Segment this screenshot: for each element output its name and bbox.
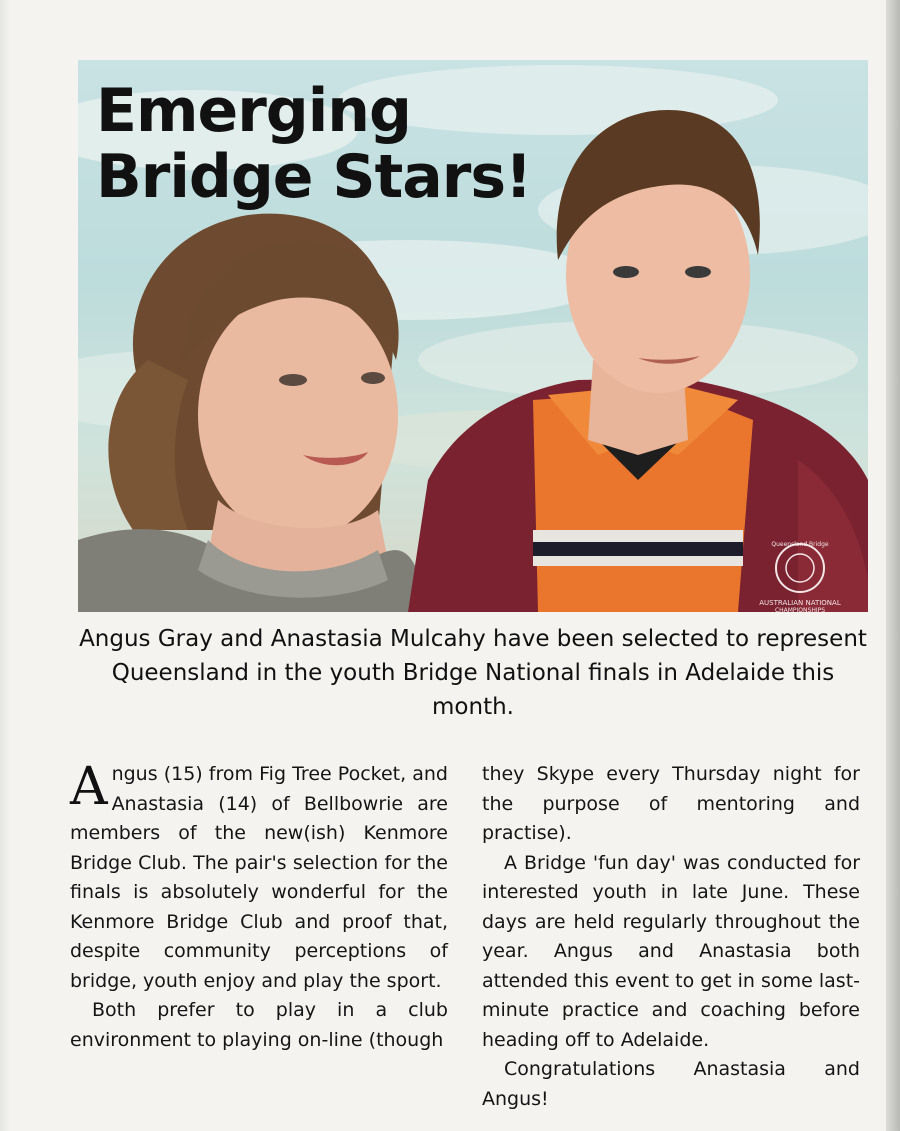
jacket-logo-text: Queensland Bridge: [771, 541, 829, 548]
paragraph-5: Congratulations Anastasia and Angus!: [482, 1058, 860, 1110]
paragraph-1-text: ngus (15) from Fig Tree Pocket, and Anastasia (14) of Bellbowrie are members of the new(ish) Kenmore Bridge Club. The pair's selection for the finals is absolutely wonderful for the Kenmore Bridge Club and proof that, despite community perceptions of bridge, youth enjoy and play the sport.: [70, 763, 448, 992]
article-column-right: [482, 760, 860, 1114]
jacket-logo-subtext-2: CHAMPIONSHIPS: [774, 607, 826, 612]
jacket-logo-subtext: AUSTRALIAN NATIONAL: [759, 599, 841, 607]
article-standfirst: Angus Gray and Anastasia Mulcahy have been selected to represent Queensland in the youth Bridge National finals in Adelaide this month.: [79, 626, 867, 720]
paragraph-4: A Bridge 'fun day' was conducted for interested youth in late June. These days are held regularly throughout the year. Angus and Anastasia both attended this event to get in some last-minute practice and coaching before heading off to Adelaide.: [482, 851, 860, 1051]
paragraph-1: [70, 757, 448, 996]
article-column-left: [70, 757, 448, 1055]
paragraph-2: Both prefer to play in a club environment to playing on-line (though: [70, 999, 448, 1051]
article-headline: [96, 78, 531, 210]
headline-line-2: Bridge Stars!: [96, 142, 532, 212]
headline-line-1: Emerging: [96, 76, 411, 146]
page-edge: [886, 0, 900, 1131]
page-gutter-shadow: [0, 0, 10, 1131]
paragraph-3: they Skype every Thursday night for the purpose of mentoring and practise).: [482, 763, 860, 844]
drop-cap: A: [70, 757, 108, 817]
